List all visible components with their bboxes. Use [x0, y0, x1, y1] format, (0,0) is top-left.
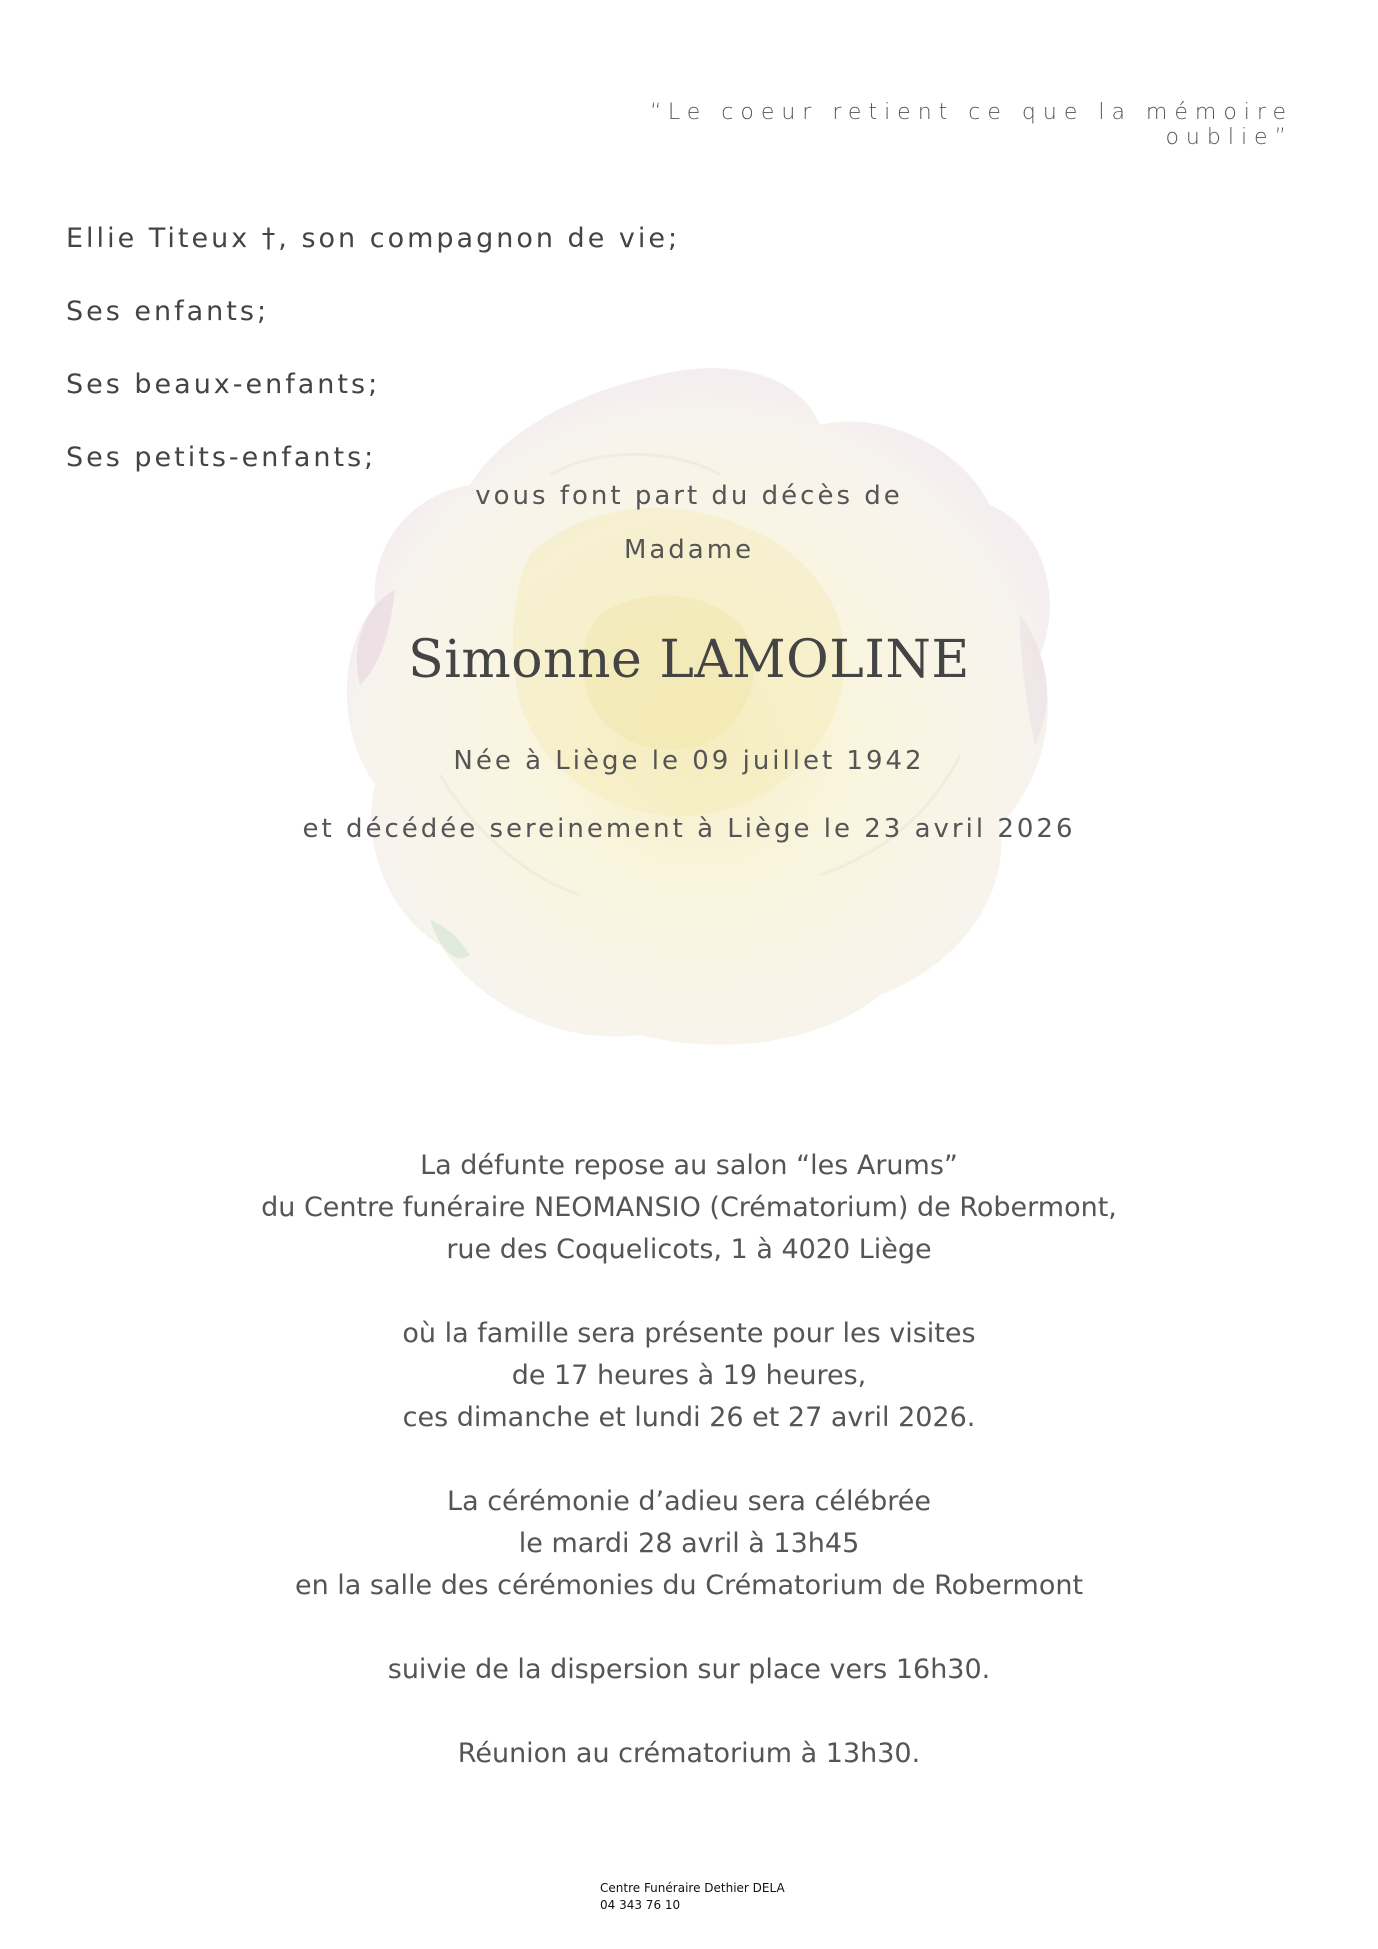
detail-line: où la famille sera présente pour les visites [402, 1318, 976, 1349]
detail-line: rue des Coquelicots, 1 à 4020 Liège [446, 1234, 932, 1265]
detail-line: le mardi 28 avril à 13h45 [518, 1528, 860, 1559]
rose-image [320, 355, 1060, 1055]
detail-line: ces dimanche et lundi 26 et 27 avril 2026. [402, 1402, 976, 1433]
family-line-children: Ses enfants; [66, 296, 270, 327]
funeral-home-name: Centre Funéraire Dethier DELA [600, 1881, 785, 1895]
detail-line: Réunion au crématorium à 13h30. [457, 1738, 921, 1769]
ceremony-paragraph [0, 1481, 1378, 1607]
visits-paragraph [0, 1313, 1378, 1439]
detail-line: du Centre funéraire NEOMANSIO (Crématorium) de Robermont, [261, 1192, 1117, 1223]
detail-line: La cérémonie d’adieu sera célébrée [447, 1486, 931, 1517]
detail-line: La défunte repose au salon “les Arums” [420, 1150, 958, 1181]
family-line-in-laws: Ses beaux-enfants; [66, 369, 381, 400]
title-madame: Madame [623, 535, 755, 565]
announcement [0, 478, 1378, 586]
funeral-home-phone: 04 343 76 10 [600, 1898, 681, 1912]
funeral-home-footer [600, 1880, 785, 1914]
repose-paragraph [0, 1145, 1378, 1271]
detail-line: suivie de la dispersion sur place vers 16h30. [387, 1654, 991, 1685]
funeral-details [0, 1145, 1378, 1817]
detail-line: de 17 heures à 19 heures, [511, 1360, 867, 1391]
epigraph-quote: “Le coeur retient ce que la mémoire oublie” [650, 100, 1293, 150]
detail-line: en la salle des cérémonies du Crématorium de Robermont [294, 1570, 1084, 1601]
reunion-paragraph [0, 1733, 1378, 1775]
deceased-name: Simonne LAMOLINE [408, 630, 970, 690]
dispersion-paragraph [0, 1649, 1378, 1691]
family-line-grandchildren: Ses petits-enfants; [66, 442, 377, 473]
death-info: et décédée sereinement à Liège le 23 avril 2026 [302, 814, 1076, 844]
family-line-partner: Ellie Titeux †, son compagnon de vie; [66, 223, 681, 254]
announcement-line: vous font part du décès de [475, 481, 903, 511]
birth-info: Née à Liège le 09 juillet 1942 [453, 746, 925, 776]
